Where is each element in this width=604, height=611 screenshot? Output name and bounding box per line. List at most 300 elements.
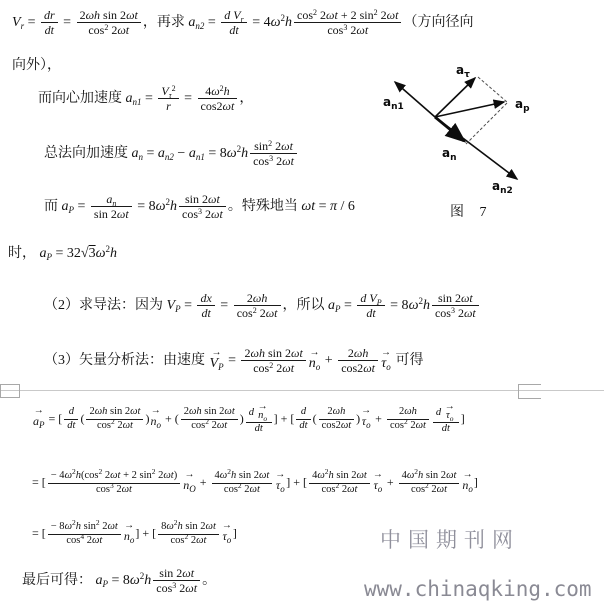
math-token	[294, 8, 401, 38]
math-token: ωt	[163, 470, 174, 481]
math-token: 4	[80, 531, 85, 541]
formula-paragraph-method3	[44, 346, 424, 376]
math-token: sin 2	[93, 207, 117, 222]
math-token: ωt	[446, 470, 457, 481]
math-token: cos	[434, 306, 451, 321]
parallelogram-dashed-edge	[478, 77, 507, 102]
math-token: cos2	[200, 99, 223, 114]
math-token: P	[46, 252, 52, 262]
math-token: → $\tau_o$	[444, 401, 455, 423]
math-token: o	[449, 414, 454, 423]
math-token: sin 2	[201, 406, 225, 418]
formula-paragraph-centripetal	[38, 84, 253, 114]
math-token: dt	[229, 23, 239, 38]
math-token: ωt	[326, 8, 338, 22]
math-token: 2	[273, 154, 283, 169]
math-token: =	[224, 353, 240, 369]
math-token: cos	[156, 581, 173, 596]
math-token: 2	[71, 467, 76, 476]
math-token: a	[106, 192, 113, 206]
math-token	[296, 406, 310, 432]
math-token: cos	[191, 420, 206, 432]
math-token: d	[435, 407, 444, 418]
math-token: =	[143, 146, 158, 162]
math-token: 2	[377, 8, 387, 22]
math-token: )	[239, 411, 244, 426]
math-token: / 6	[337, 199, 355, 215]
math-token: → $n_o$	[308, 347, 321, 373]
math-token: = [	[32, 525, 46, 540]
math-token: τ	[361, 414, 367, 429]
math-token: 。特殊地当	[227, 199, 302, 215]
watermark-site-url: www.chinaqking.com	[364, 577, 592, 601]
math-token	[241, 346, 305, 376]
math-token: dt	[366, 306, 376, 321]
math-token: n	[183, 477, 190, 492]
math-token: ωt	[117, 23, 130, 38]
math-token: 2	[347, 346, 354, 360]
math-token: ω	[226, 146, 237, 162]
math-token: ωt	[222, 99, 235, 114]
math-token: =	[204, 15, 220, 31]
math-token: V	[12, 15, 21, 31]
math-token: → $\tau_o$	[221, 519, 232, 545]
math-token: P	[218, 362, 224, 373]
math-token: cos	[253, 154, 270, 169]
math-token: (	[312, 411, 317, 426]
math-token	[86, 406, 143, 432]
math-token: ωt	[290, 346, 303, 360]
math-token: ωt	[211, 207, 223, 222]
math-token: ]	[460, 411, 465, 426]
math-token: τ	[168, 91, 172, 100]
math-token: ω	[408, 298, 419, 314]
math-token	[212, 467, 273, 496]
math-token: 2	[241, 483, 250, 495]
math-token: =	[24, 15, 39, 31]
math-token: )	[356, 411, 361, 426]
math-token: 3	[198, 207, 203, 217]
equation-expansion-line3	[32, 518, 237, 547]
math-token: d	[300, 406, 307, 418]
math-token: ω	[166, 521, 174, 532]
math-token: a	[33, 414, 39, 429]
math-token: 4	[205, 84, 212, 98]
math-token: sin	[254, 139, 269, 153]
math-token: ωt	[122, 420, 133, 432]
math-token: ω	[64, 521, 72, 532]
math-token: dt	[441, 422, 450, 434]
math-token: ωh	[85, 8, 101, 22]
math-token: V	[161, 84, 169, 98]
math-token	[250, 139, 297, 169]
math-token: 2	[398, 406, 405, 418]
math-token: τ	[222, 528, 227, 543]
math-token: =	[180, 298, 196, 314]
math-token: ωt	[436, 483, 447, 495]
math-token: +	[321, 353, 337, 369]
math-token: h	[109, 246, 117, 261]
math-token: a	[188, 146, 196, 162]
math-token: a	[125, 91, 133, 107]
math-token: 2	[188, 534, 197, 546]
math-token: cos2	[341, 361, 364, 376]
math-token: ω	[211, 84, 220, 98]
figure-label-an: $a_n$	[442, 146, 457, 163]
math-token: )	[145, 411, 150, 426]
math-token: )	[173, 470, 178, 481]
figure-label-an2: $a_{n2}$	[492, 179, 513, 196]
math-token: a	[131, 146, 139, 162]
math-token: 2	[339, 483, 348, 495]
math-token: ，所以	[282, 298, 329, 314]
math-token: a	[95, 573, 103, 589]
math-token: ωt	[356, 470, 367, 481]
math-token: h	[285, 15, 293, 31]
math-token: ωt	[216, 420, 228, 432]
vector-an	[435, 117, 464, 141]
math-token: 2	[165, 197, 171, 208]
math-token: n2	[195, 21, 205, 32]
math-token: τ	[446, 410, 450, 421]
math-token: cos	[389, 420, 404, 432]
math-token: a	[328, 298, 336, 314]
math-token: 时，	[8, 246, 40, 261]
math-token: 2	[151, 467, 156, 476]
math-token: + (	[161, 411, 179, 426]
math-token: → $n_o$	[150, 405, 161, 431]
math-token: ωt	[258, 470, 270, 481]
math-token: 2	[98, 467, 103, 476]
math-token: 2	[252, 306, 257, 316]
math-token	[179, 192, 226, 222]
math-token: = [	[45, 411, 63, 426]
math-token: （2）求导法：因为	[44, 298, 167, 314]
formula-paragraph-total-normal	[44, 139, 299, 169]
math-token: cos	[96, 420, 111, 432]
math-token: ωt	[130, 406, 141, 418]
math-token: O	[189, 483, 196, 494]
math-token: ωt	[282, 154, 294, 169]
math-token: 2	[184, 531, 189, 541]
math-token: r	[20, 21, 25, 32]
math-token: ]	[473, 474, 478, 489]
math-token: sin 2	[182, 521, 206, 532]
math-token: 可得	[392, 353, 424, 369]
formula-paragraph-vr	[12, 8, 473, 38]
math-token: 2	[108, 23, 118, 38]
math-token	[181, 406, 238, 432]
math-token: cos	[170, 534, 185, 546]
math-token: (	[80, 411, 85, 426]
math-token: ωh	[404, 406, 417, 418]
math-token: 2	[95, 518, 100, 527]
math-token: 2	[414, 467, 419, 476]
math-token: +	[383, 474, 397, 489]
math-token: h	[422, 298, 430, 314]
math-token: −	[173, 146, 189, 162]
math-token: =	[180, 91, 196, 107]
math-token: ωt	[224, 406, 235, 418]
math-token: = 8	[108, 573, 130, 589]
math-token: ωt	[363, 361, 375, 376]
math-token: 2	[236, 144, 242, 155]
math-token: h	[177, 521, 183, 532]
math-token: （方向径向	[403, 15, 474, 31]
math-token: ωt	[91, 534, 103, 546]
math-token: 2	[89, 406, 95, 418]
math-token: 2	[418, 296, 423, 307]
math-token: ，	[239, 91, 254, 107]
math-token: 2	[373, 8, 378, 17]
math-token: 3	[343, 23, 348, 33]
math-token: 2	[268, 139, 273, 148]
math-token: （3）矢量分析法：由速度	[44, 353, 209, 369]
math-token: +	[196, 474, 210, 489]
math-token: d	[248, 407, 257, 418]
math-token: ωt	[196, 534, 207, 546]
math-token: ωh	[353, 346, 369, 360]
math-token: 2	[84, 534, 92, 546]
math-token: ωt	[126, 8, 138, 22]
math-token: ωt	[265, 306, 278, 321]
math-token: 2	[102, 470, 111, 481]
math-token: 2	[280, 13, 286, 24]
math-token: 2	[205, 417, 210, 427]
math-token: ωt	[249, 483, 260, 495]
math-token: 2	[454, 306, 464, 321]
math-token: P	[175, 304, 181, 315]
math-token: = 32	[52, 246, 81, 261]
vector-ap	[435, 102, 504, 117]
math-token: dt	[254, 422, 263, 434]
math-token: 2	[114, 420, 123, 432]
math-token: − 4	[50, 470, 65, 481]
math-token: o	[280, 483, 285, 494]
math-token: 2	[272, 139, 282, 153]
math-token: d V	[360, 291, 377, 305]
formula-paragraph-special-case	[8, 246, 117, 261]
math-token: 2	[407, 420, 416, 432]
math-token: 2	[428, 483, 437, 495]
math-token	[319, 406, 355, 432]
math-token	[197, 291, 214, 321]
math-token: ] + [	[273, 411, 295, 426]
math-token	[48, 518, 121, 547]
math-token	[433, 401, 459, 435]
math-token: → $\tau_o$	[381, 347, 391, 373]
math-token: → $\tau_o$	[361, 405, 372, 431]
math-token: =	[315, 199, 331, 215]
math-token: ωt	[121, 483, 132, 495]
math-token: ωt	[386, 8, 399, 22]
math-token: n	[123, 528, 130, 543]
math-token: = 8	[133, 199, 156, 215]
math-token: ωt	[460, 291, 473, 305]
math-token: 2	[327, 406, 333, 418]
math-token: 总法向加速度	[44, 146, 132, 162]
math-token: o	[263, 414, 268, 423]
math-token: h	[170, 199, 178, 215]
math-token	[158, 518, 219, 547]
math-token: + 2 sin	[120, 470, 152, 481]
math-token: sin 2	[264, 346, 291, 360]
math-token: h	[241, 146, 249, 162]
math-token: − 8	[50, 521, 65, 532]
math-token: 2	[209, 420, 217, 432]
math-token: o	[386, 362, 391, 373]
math-token: τ	[381, 356, 387, 372]
math-token: 2	[219, 84, 224, 93]
math-token: h	[223, 84, 230, 98]
math-token: n	[308, 356, 316, 372]
math-token: o	[156, 420, 161, 431]
math-token: → $a_P$	[33, 405, 45, 431]
equation-expansion-line2	[32, 467, 478, 496]
math-token: ωt	[301, 199, 316, 215]
math-token	[357, 291, 384, 321]
math-token: cos	[411, 483, 426, 495]
vector-atau	[435, 78, 475, 117]
formula-paragraph-method2	[44, 291, 481, 321]
math-token: n	[112, 199, 117, 208]
math-token: dx	[200, 291, 212, 305]
page-divider-line	[0, 390, 604, 391]
math-token: n	[138, 152, 143, 163]
math-token: 2	[99, 521, 108, 532]
math-token: sin 2	[437, 291, 461, 305]
math-token: 2	[139, 571, 145, 582]
page-divider-right-mark	[518, 384, 541, 399]
math-token: 4	[214, 470, 220, 481]
math-token: 2	[79, 8, 86, 22]
math-token: cos	[236, 306, 253, 321]
math-token: r	[240, 15, 244, 24]
math-token	[246, 401, 272, 435]
math-token	[432, 291, 479, 321]
math-token: 8	[161, 521, 167, 532]
math-token: ω	[219, 470, 228, 481]
math-token	[48, 467, 180, 496]
math-token: ω	[64, 470, 72, 481]
equation-expansion-line1	[32, 401, 465, 435]
math-token: dr	[43, 8, 55, 22]
math-token: 2	[317, 8, 327, 22]
math-token: ω	[270, 15, 281, 31]
math-token	[338, 346, 378, 376]
math-token: 2	[237, 480, 242, 490]
math-token: a	[188, 15, 196, 31]
math-token: 2	[227, 467, 231, 476]
math-token: τ	[275, 477, 281, 492]
math-token: cos	[297, 8, 314, 22]
math-token	[41, 8, 58, 38]
math-token: → $\tau_o$	[372, 468, 383, 494]
math-token: =	[59, 15, 75, 31]
math-token: sin 2	[185, 192, 209, 206]
math-token: = 8	[204, 146, 227, 162]
math-token: 2	[202, 207, 212, 222]
math-token	[221, 8, 246, 38]
math-token: 2	[269, 361, 274, 371]
math-token: d	[68, 406, 74, 418]
math-token: 2	[183, 406, 189, 418]
figure-label-atau: $a_\tau$	[456, 63, 470, 80]
math-token: =	[340, 298, 356, 314]
math-token: 2	[347, 23, 357, 38]
math-token: ωt	[356, 23, 369, 38]
math-token: 4	[401, 470, 407, 481]
math-token: sin 2	[100, 8, 127, 22]
math-token: cos	[253, 361, 270, 376]
math-token: h	[75, 521, 81, 532]
math-token: cos	[327, 23, 344, 38]
math-token: n1	[132, 97, 142, 108]
math-token	[309, 467, 370, 496]
math-token: 2	[105, 244, 110, 254]
math-token: =	[74, 199, 89, 215]
math-token: sin 2	[333, 470, 357, 481]
math-token: ωh	[250, 346, 265, 360]
math-token: ，再求	[142, 15, 189, 31]
math-token: o	[366, 420, 371, 431]
math-token: a	[39, 246, 47, 261]
math-token: ωt	[107, 521, 118, 532]
math-token: h	[418, 470, 424, 481]
math-token: P	[68, 205, 74, 216]
math-token: ωt	[347, 483, 358, 495]
math-token: 2	[403, 417, 408, 427]
math-token: ωt	[185, 581, 198, 596]
math-token: +	[372, 411, 385, 426]
math-token: cos	[66, 534, 81, 546]
math-token: 2	[244, 346, 251, 360]
math-token: ωt	[205, 521, 216, 532]
math-token: 2	[113, 483, 122, 495]
math-token: 3	[172, 581, 177, 591]
math-token: sin 2	[423, 470, 447, 481]
math-token: cos	[96, 483, 111, 495]
math-token: r	[166, 99, 171, 114]
math-token: sin	[80, 521, 96, 532]
math-token: P	[102, 579, 108, 590]
math-token: ω	[129, 573, 140, 589]
math-token: (cos	[80, 470, 99, 481]
math-token: τ	[373, 477, 378, 492]
math-token: ωt	[282, 361, 295, 376]
math-token: 2	[155, 470, 164, 481]
math-token: 最后可得：	[22, 573, 96, 589]
math-token: → $n_O$	[183, 468, 196, 494]
math-token: dt	[201, 306, 211, 321]
math-token: = 8	[386, 298, 409, 314]
math-token: 3	[269, 154, 274, 164]
math-token: ωt	[110, 470, 121, 481]
math-token: n2	[164, 152, 174, 163]
math-token: 3	[450, 306, 455, 316]
math-token: 2	[313, 8, 318, 17]
math-token: o	[315, 362, 321, 373]
math-token: √3	[80, 246, 96, 261]
math-token: 2	[173, 518, 178, 527]
math-token: 2	[171, 84, 176, 93]
math-token: n	[150, 414, 157, 429]
math-token: n	[462, 477, 469, 492]
math-token: P	[335, 304, 341, 315]
equation-final-result	[22, 566, 216, 596]
math-token: dt	[67, 420, 76, 432]
math-token: → $V_P$	[209, 347, 224, 373]
